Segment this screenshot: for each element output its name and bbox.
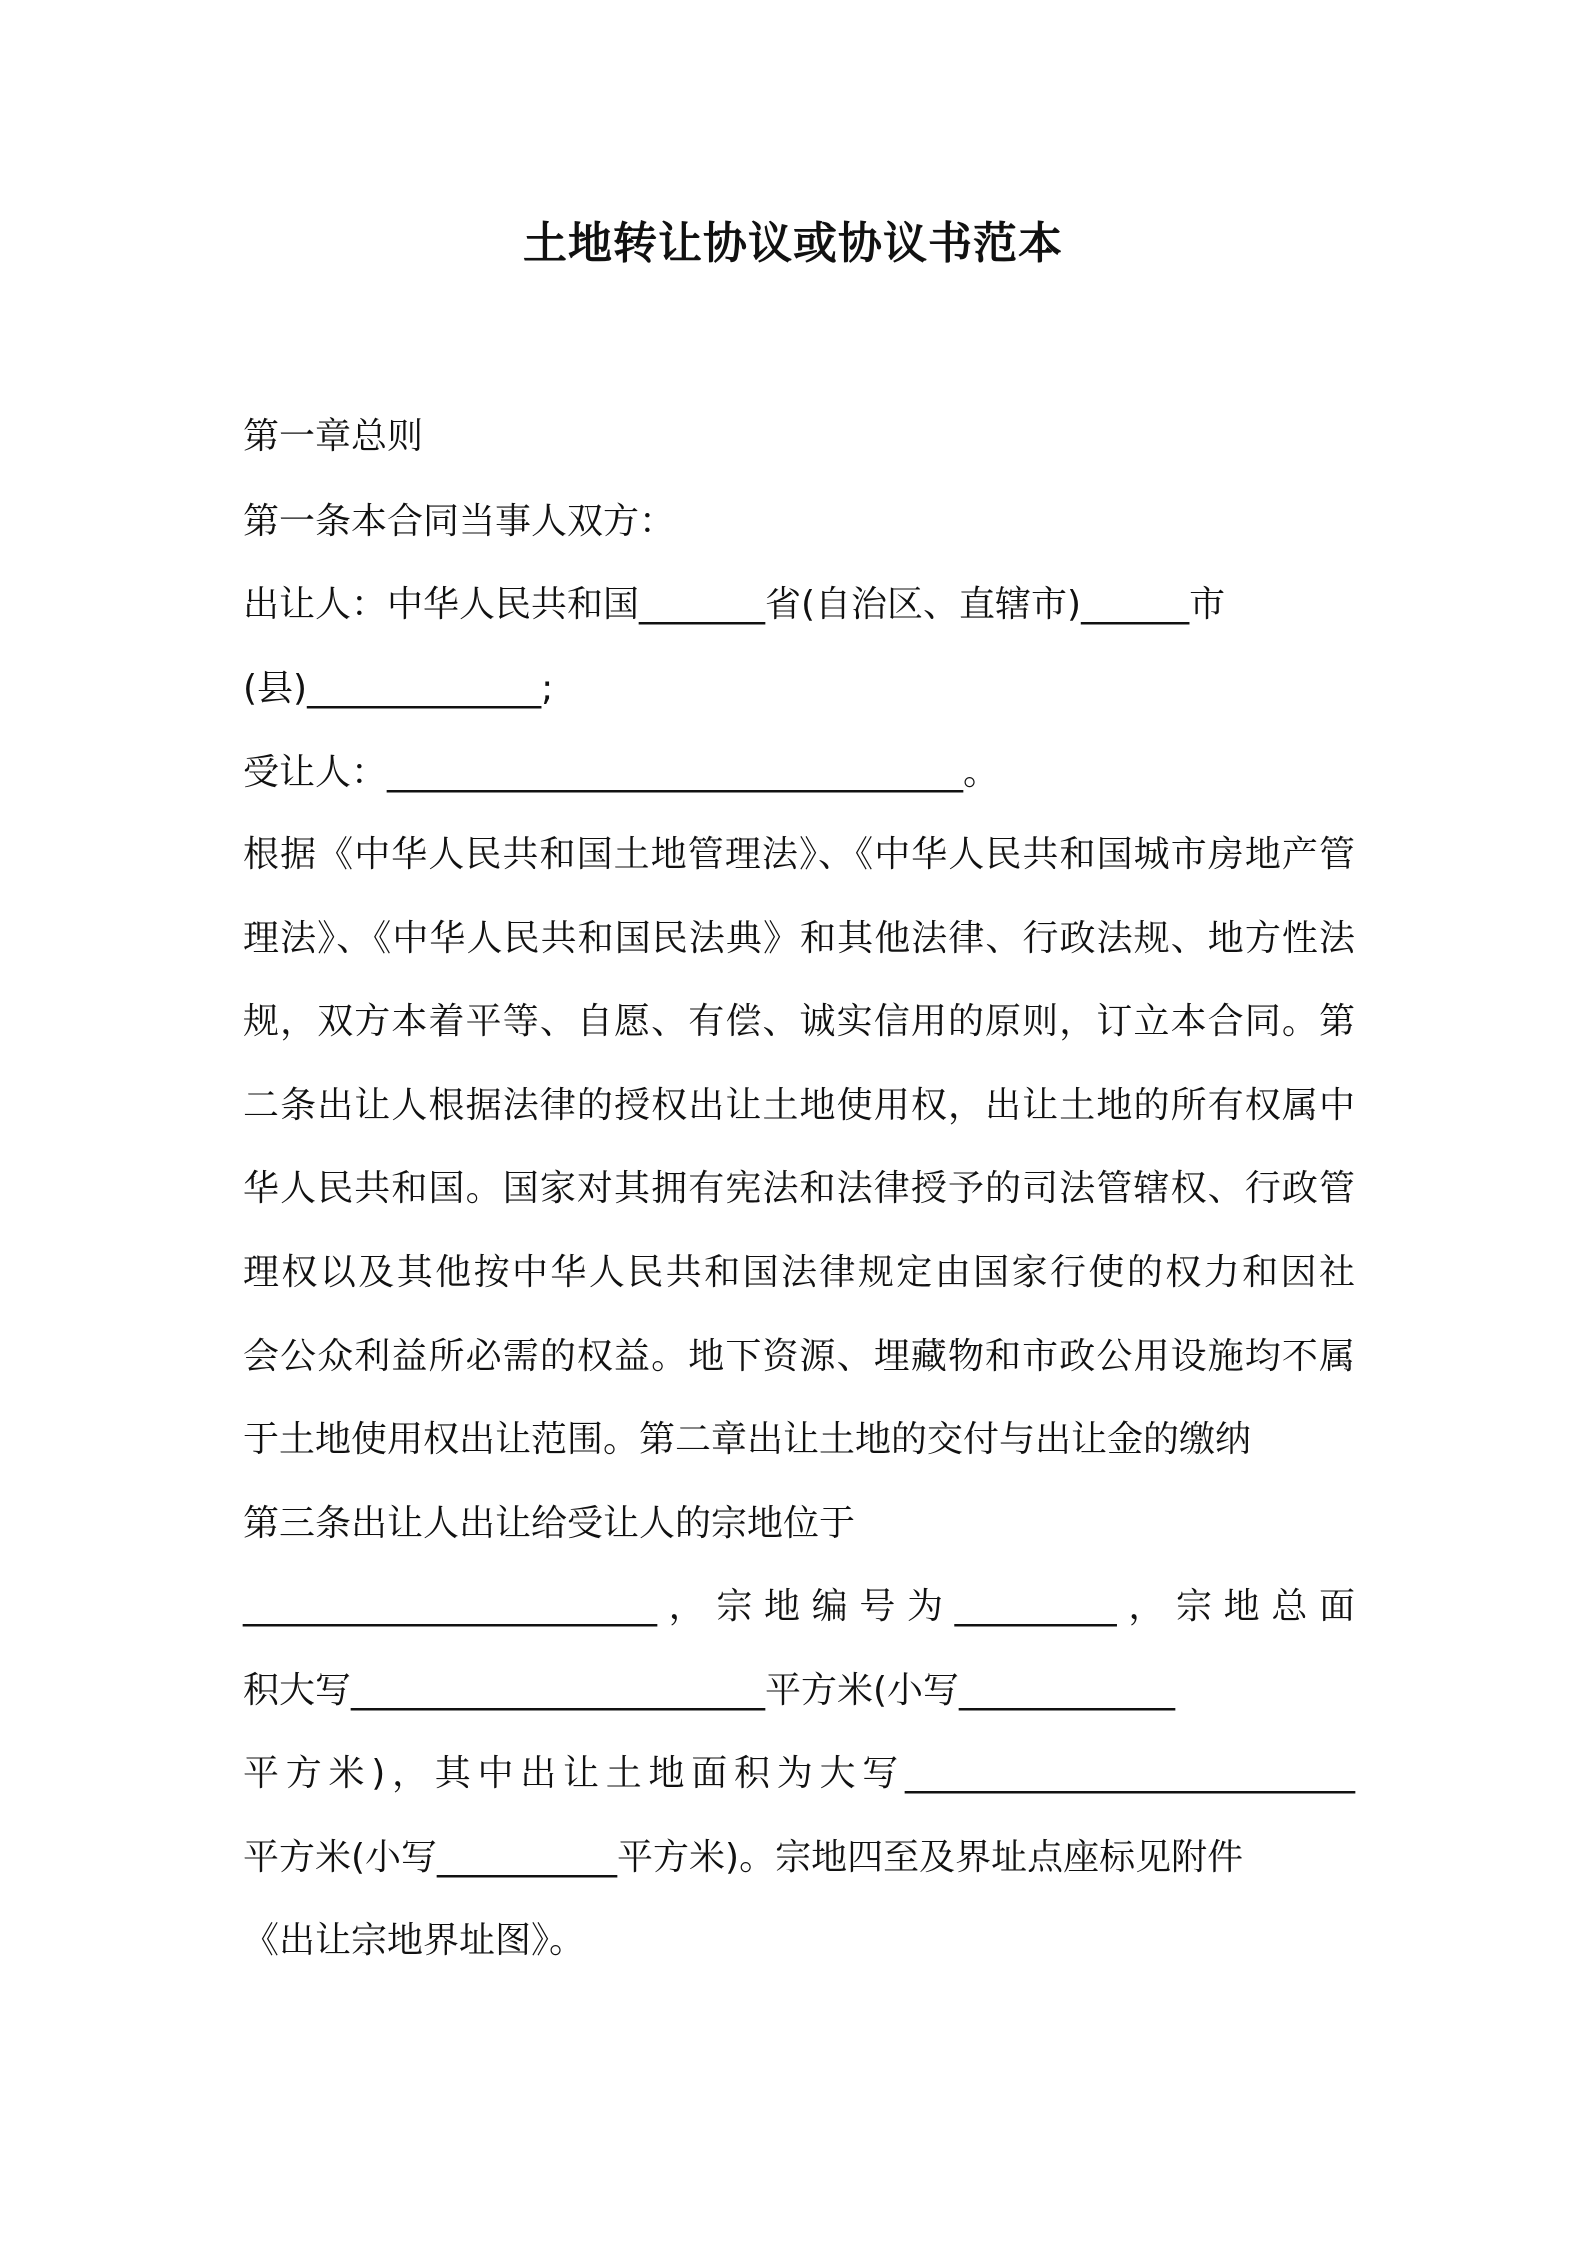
transferee-line: 受让人：________________________________。 bbox=[243, 752, 1000, 793]
transferor-county-line: (县)_____________; bbox=[243, 668, 554, 709]
body-paragraph-line: 规，双方本着平等、自愿、有偿、诚实信用的原则，订立本合同。第 bbox=[243, 1001, 1355, 1042]
body-paragraph-line: 会公众利益所必需的权益。地下资源、埋藏物和市政公用设施均不属 bbox=[243, 1336, 1355, 1377]
article-1-heading: 第一条本合同当事人双方： bbox=[243, 501, 676, 542]
article-3-line: 《出让宗地界址图》。 bbox=[243, 1920, 586, 1961]
article-3-line: 平方米(小写__________平方米)。宗地四至及界址点座标见附件 bbox=[243, 1837, 1244, 1878]
article-3-line: 第三条出让人出让给受让人的宗地位于 bbox=[243, 1503, 856, 1544]
article-3-line: 积大写_______________________平方米(小写____________ bbox=[243, 1670, 1176, 1711]
document-title: 土地转让协议或协议书范本 bbox=[523, 218, 1063, 269]
transferor-line: 出让人：中华人民共和国_______省(自治区、直辖市)______市 bbox=[243, 584, 1226, 625]
body-paragraph-line: 理法》、《中华人民共和国民法典》和其他法律、行政法规、地方性法 bbox=[243, 918, 1355, 959]
body-paragraph-line: 理权以及其他按中华人民共和国法律规定由国家行使的权力和因社 bbox=[243, 1252, 1355, 1293]
article-3-line: _______________________，宗地编号为_________，宗地总面 bbox=[243, 1586, 1355, 1627]
body-paragraph-line: 华人民共和国。国家对其拥有宪法和法律授予的司法管辖权、行政管 bbox=[243, 1168, 1355, 1209]
article-3-line: 平方米)，其中出让土地面积为大写_________________________ bbox=[243, 1753, 1355, 1794]
chapter-1-heading: 第一章总则 bbox=[243, 416, 424, 457]
body-paragraph-line: 于土地使用权出让范围。第二章出让土地的交付与出让金的缴纳 bbox=[243, 1419, 1252, 1460]
body-paragraph-line: 二条出让人根据法律的授权出让土地使用权，出让土地的所有权属中 bbox=[243, 1085, 1355, 1126]
body-paragraph-line: 根据《中华人民共和国土地管理法》、《中华人民共和国城市房地产管 bbox=[243, 834, 1355, 875]
